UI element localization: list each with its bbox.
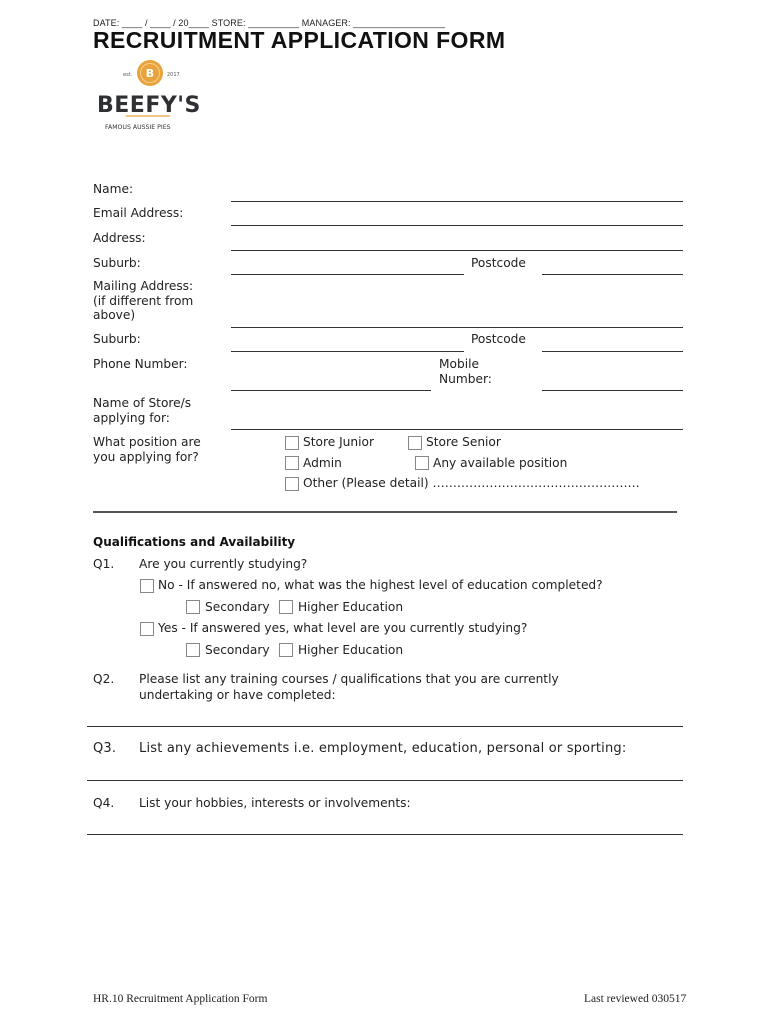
header-info-line: DATE: ____ / ____ / 20____ STORE: __________ MANAGER: __________________ bbox=[93, 18, 446, 28]
suburb2-field[interactable] bbox=[231, 351, 464, 352]
q1-yes-checkbox[interactable] bbox=[140, 622, 154, 636]
address-field[interactable] bbox=[231, 250, 683, 251]
q3-number: Q3. bbox=[93, 741, 117, 756]
position-label-line2: you applying for? bbox=[93, 449, 199, 464]
q1-no-checkbox[interactable] bbox=[140, 579, 154, 593]
other-position-checkbox[interactable] bbox=[285, 477, 299, 491]
q4-answer-field[interactable] bbox=[87, 834, 683, 835]
store-label-line2: applying for: bbox=[93, 410, 170, 425]
email-label: Email Address: bbox=[93, 206, 184, 220]
q4-question: List your hobbies, interests or involvements: bbox=[139, 796, 411, 810]
q4-number: Q4. bbox=[93, 796, 115, 810]
suburb2-label: Suburb: bbox=[93, 332, 141, 346]
q3-question: List any achievements i.e. employment, education, personal or sporting: bbox=[139, 741, 627, 756]
q1-yes-higher-checkbox[interactable] bbox=[279, 643, 293, 657]
postcode2-label: Postcode bbox=[471, 332, 526, 346]
logo-tagline: FAMOUS AUSSIE PIES bbox=[105, 124, 171, 131]
mailing-address-label-line2: (if different from bbox=[93, 293, 194, 308]
q1-number: Q1. bbox=[93, 557, 115, 571]
form-title: RECRUITMENT APPLICATION FORM bbox=[93, 27, 506, 53]
admin-checkbox[interactable] bbox=[285, 456, 299, 470]
q1-yes-higher-label: Higher Education bbox=[298, 643, 404, 657]
position-label-line1: What position are bbox=[93, 435, 201, 449]
name-field[interactable] bbox=[231, 201, 683, 202]
mobile-label bbox=[439, 357, 492, 386]
store-senior-checkbox[interactable] bbox=[408, 436, 422, 450]
logo-graphic bbox=[96, 58, 208, 134]
beefys-logo bbox=[96, 58, 208, 134]
suburb-label: Suburb: bbox=[93, 256, 141, 270]
q1-no-higher-checkbox[interactable] bbox=[279, 600, 293, 614]
q1-no-label: No - If answered no, what was the highest level of education completed? bbox=[158, 578, 603, 592]
phone-label: Phone Number: bbox=[93, 357, 188, 371]
name-label: Name: bbox=[93, 182, 134, 196]
q2-question-line2: undertaking or have completed: bbox=[139, 687, 336, 702]
q1-yes-secondary-checkbox[interactable] bbox=[186, 643, 200, 657]
any-position-label: Any available position bbox=[433, 456, 568, 470]
postcode2-field[interactable] bbox=[542, 351, 683, 352]
store-junior-label: Store Junior bbox=[303, 435, 374, 449]
logo-year: 2017 bbox=[167, 72, 180, 78]
suburb-field[interactable] bbox=[231, 274, 464, 275]
logo-est: est. bbox=[123, 72, 133, 78]
other-position-label: Other (Please detail) …………………………………………… bbox=[303, 476, 640, 490]
q1-no-higher-label: Higher Education bbox=[298, 600, 404, 614]
email-field[interactable] bbox=[231, 225, 683, 226]
store-label-line1: Name of Store/s bbox=[93, 396, 192, 410]
q1-yes-secondary-label: Secondary bbox=[205, 643, 270, 657]
mailing-address-label-line1: Mailing Address: bbox=[93, 279, 194, 293]
logo-badge-letter: B bbox=[145, 67, 155, 80]
q2-question-line1: Please list any training courses / qualifications that you are currently bbox=[139, 672, 559, 686]
store-senior-label: Store Senior bbox=[426, 435, 501, 449]
address-label: Address: bbox=[93, 231, 146, 245]
mobile-label-line1: Mobile bbox=[439, 357, 479, 371]
q2-answer-field[interactable] bbox=[87, 726, 683, 727]
mailing-address-label-line3: above) bbox=[93, 308, 136, 322]
phone-field[interactable] bbox=[231, 390, 431, 391]
store-junior-checkbox[interactable] bbox=[285, 436, 299, 450]
store-field[interactable] bbox=[231, 429, 683, 430]
position-label bbox=[93, 435, 201, 464]
q3-answer-field[interactable] bbox=[87, 780, 683, 781]
mailing-address-label bbox=[93, 279, 193, 323]
any-position-checkbox[interactable] bbox=[415, 456, 429, 470]
admin-label: Admin bbox=[303, 456, 342, 470]
q1-yes-label: Yes - If answered yes, what level are you currently studying? bbox=[158, 621, 528, 635]
q1-no-secondary-label: Secondary bbox=[205, 600, 270, 614]
postcode-label: Postcode bbox=[471, 256, 526, 270]
q2-question bbox=[139, 672, 679, 703]
footer-review-date: Last reviewed 030517 bbox=[584, 993, 687, 1005]
store-label bbox=[93, 396, 191, 425]
q1-no-secondary-checkbox[interactable] bbox=[186, 600, 200, 614]
qualifications-heading: Qualifications and Availability bbox=[93, 535, 296, 549]
mobile-field[interactable] bbox=[542, 390, 683, 391]
q1-question: Are you currently studying? bbox=[139, 557, 308, 571]
postcode-field[interactable] bbox=[542, 274, 683, 275]
logo-brand-name: BEEFY'S bbox=[97, 93, 201, 118]
q2-number: Q2. bbox=[93, 672, 115, 686]
footer-form-code: HR.10 Recruitment Application Form bbox=[93, 993, 268, 1005]
mailing-address-field[interactable] bbox=[231, 327, 683, 328]
section-divider bbox=[93, 511, 677, 513]
mobile-label-line2: Number: bbox=[439, 371, 492, 386]
